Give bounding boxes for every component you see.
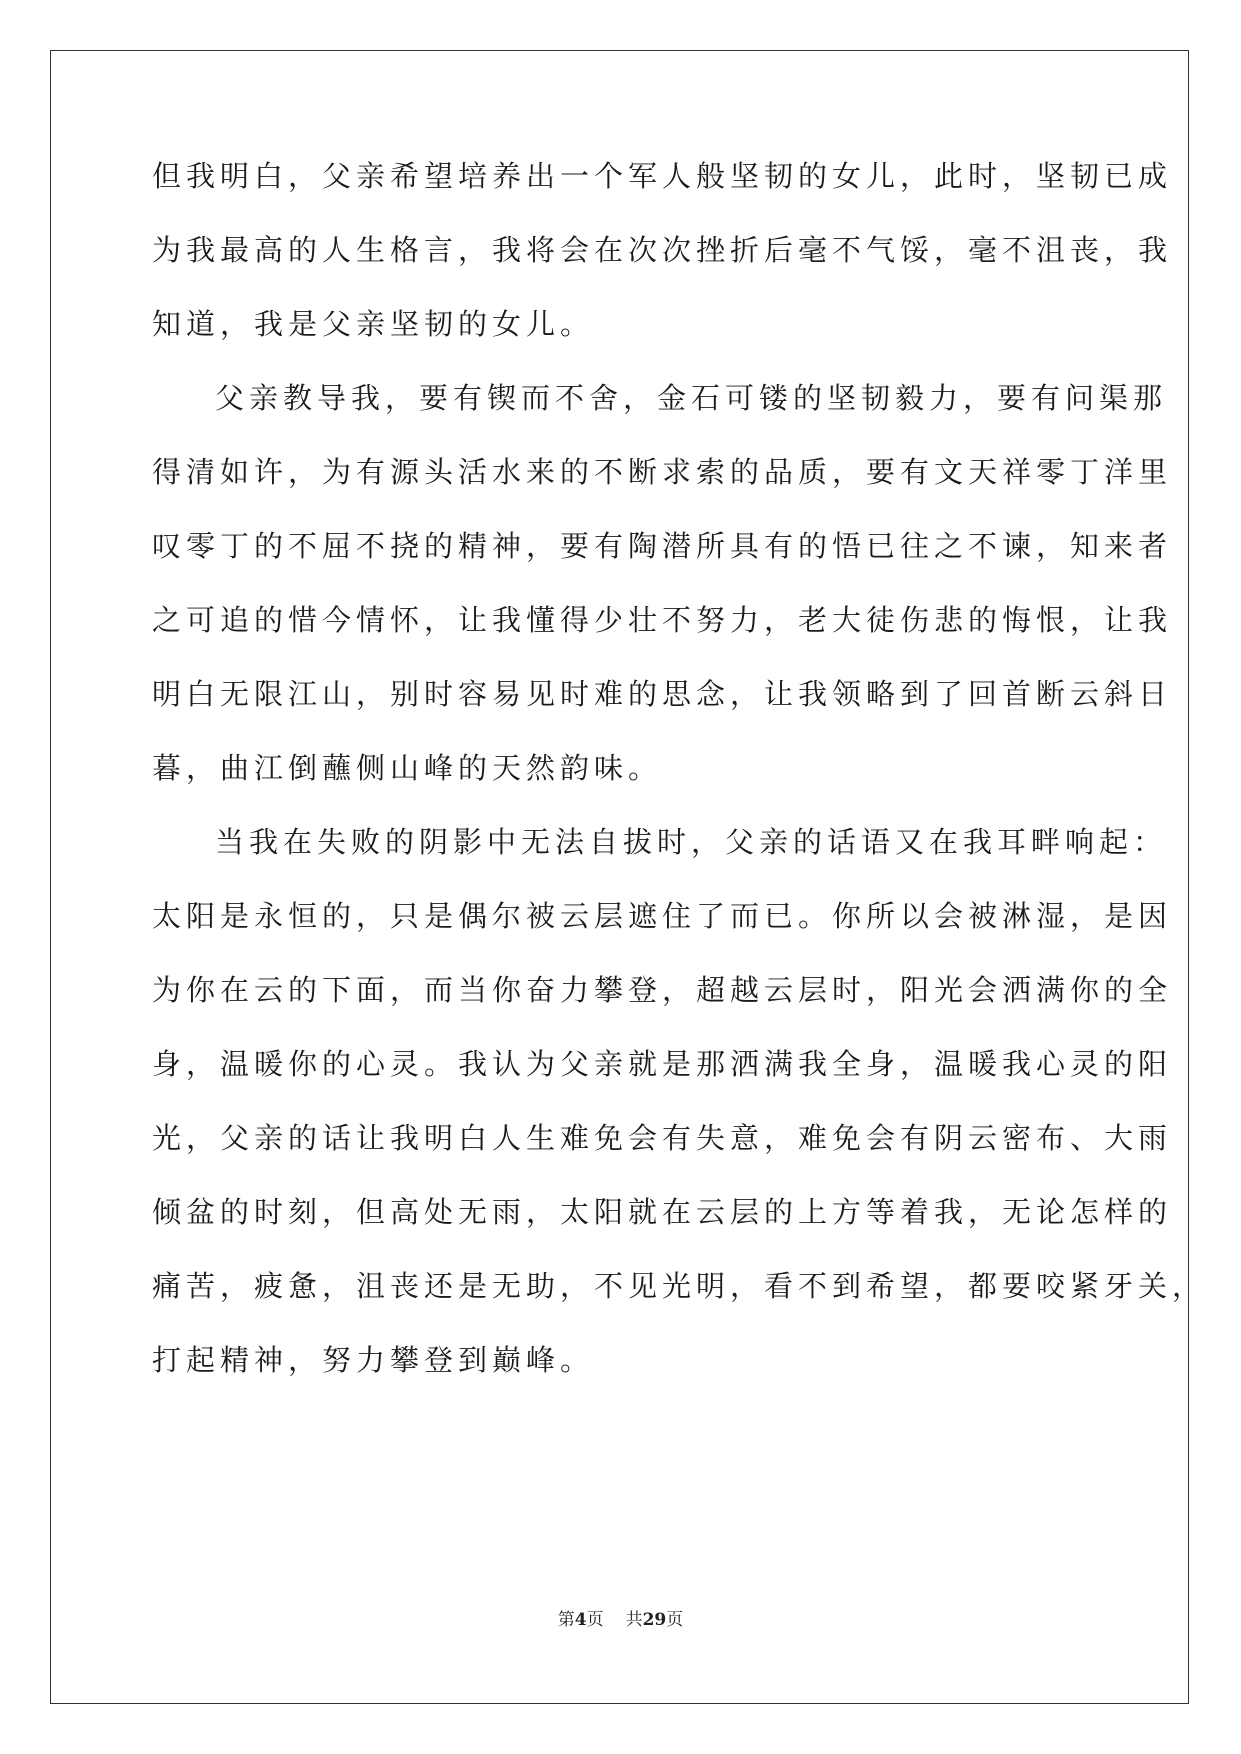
text-line: 倾盆的时刻，但高处无雨，太阳就在云层的上方等着我，无论怎样的 [152, 1195, 1173, 1229]
paragraph-start-line: 当我在失败的阴影中无法自拔时，父亲的话语又在我耳畔响起： [215, 825, 1168, 859]
page-border [50, 50, 1189, 1704]
text-line: 暮，曲江倒蘸侧山峰的天然韵味。 [152, 751, 663, 785]
page-label-suffix: 页 [586, 1610, 604, 1630]
paragraph-start-line: 父亲教导我，要有锲而不舍，金石可镂的坚韧毅力，要有问渠那 [215, 381, 1168, 415]
total-label-prefix: 共 [625, 1610, 643, 1630]
text-line: 叹零丁的不屈不挠的精神，要有陶潜所具有的悟已往之不谏，知来者 [152, 529, 1173, 563]
page-number: 4 [574, 1610, 587, 1630]
text-line: 身，温暖你的心灵。我认为父亲就是那洒满我全身，温暖我心灵的阳 [152, 1047, 1173, 1081]
text-line: 明白无限江山，别时容易见时难的思念，让我领略到了回首断云斜日 [152, 677, 1173, 711]
text-line: 痛苦，疲惫，沮丧还是无助，不见光明，看不到希望，都要咬紧牙关， [152, 1269, 1207, 1303]
page-label-prefix: 第 [557, 1610, 575, 1630]
text-line: 为你在云的下面，而当你奋力攀登，超越云层时，阳光会洒满你的全 [152, 973, 1173, 1007]
text-line: 但我明白，父亲希望培养出一个军人般坚韧的女儿，此时，坚韧已成 [152, 159, 1173, 193]
text-line: 为我最高的人生格言，我将会在次次挫折后毫不气馁，毫不沮丧，我 [152, 233, 1173, 267]
text-line: 光，父亲的话让我明白人生难免会有失意，难免会有阴云密布、大雨 [152, 1121, 1173, 1155]
page-footer [0, 1605, 1241, 1630]
text-line: 打起精神，努力攀登到巅峰。 [152, 1343, 595, 1377]
text-line: 太阳是永恒的，只是偶尔被云层遮住了而已。你所以会被淋湿，是因 [152, 899, 1173, 933]
text-line: 知道，我是父亲坚韧的女儿。 [152, 307, 595, 341]
total-label-suffix: 页 [666, 1610, 684, 1630]
text-line: 之可追的惜今情怀，让我懂得少壮不努力，老大徒伤悲的悔恨，让我 [152, 603, 1173, 637]
total-pages: 29 [642, 1610, 667, 1630]
text-line: 得清如许，为有源头活水来的不断求索的品质，要有文天祥零丁洋里 [152, 455, 1173, 489]
